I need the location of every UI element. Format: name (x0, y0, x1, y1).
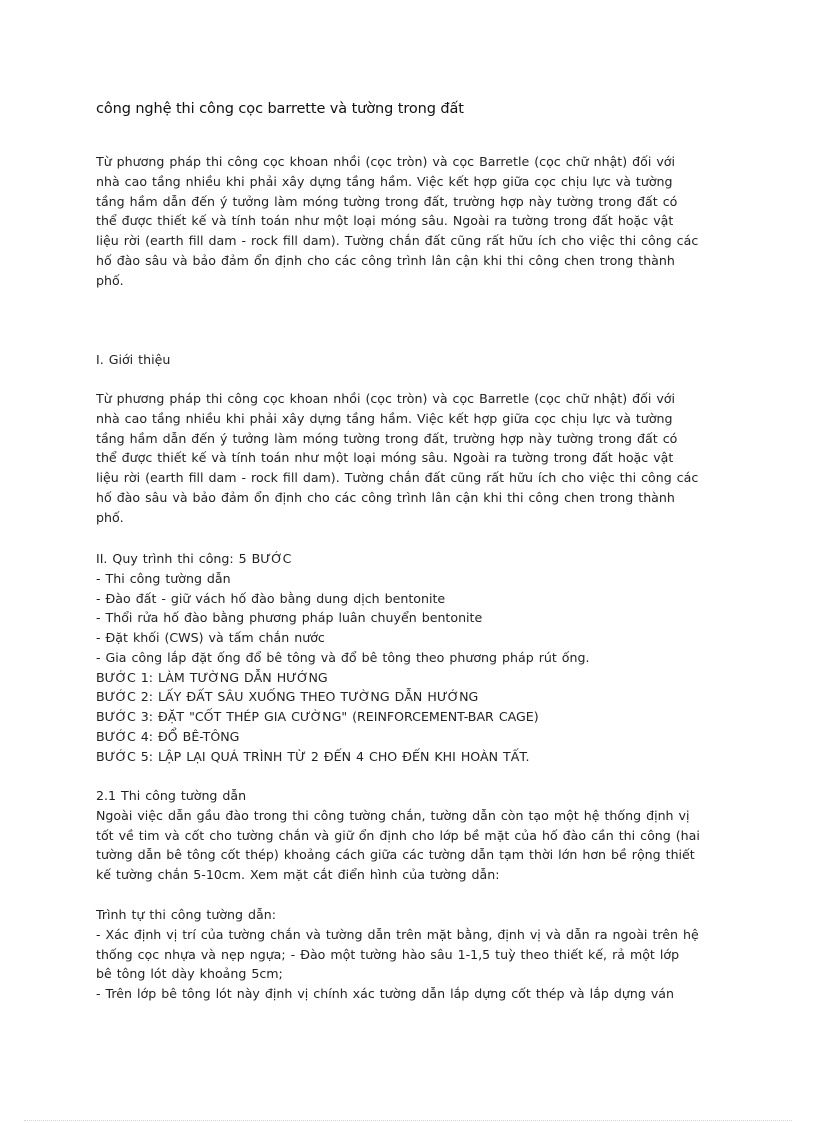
step-line: BƯỚC 1: LÀM TƯỜNG DẪN HƯỚNG (96, 669, 328, 685)
section-2-heading: II. Quy trình thi công: 5 BƯỚC (96, 551, 292, 566)
process-item: - Gia công lắp đặt ống đổ bê tông và đổ bê tông theo phương pháp rút ống. (96, 649, 590, 665)
section-2-1-line: kế tường chắn 5-10cm. Xem mặt cắt điển hình của tường dẫn: (96, 867, 500, 882)
process-item: - Đào đất - giữ vách hố đào bằng dung dịch bentonite (96, 590, 446, 606)
intro-line: thể được thiết kế và tính toán như một loại móng sâu. Ngoài ra tường trong đất hoặc vật (96, 213, 674, 229)
section-1-line: nhà cao tầng nhiều khi phải xây dựng tầng hầm. Việc kết hợp giữa cọc chịu lực và tường (96, 410, 673, 426)
process-item: - Đặt khối (CWS) và tấm chắn nước (96, 630, 325, 645)
step-line: BƯỚC 2: LẤY ĐẤT SÂU XUỐNG THEO TƯỜNG DẪN HƯỚNG (96, 689, 479, 705)
sequence-line: - Trên lớp bê tông lót này định vị chính xác tường dẫn lắp dựng cốt thép và lắp dựng ván (96, 986, 674, 1001)
intro-paragraph (96, 152, 728, 290)
section-2-1-block (96, 786, 728, 885)
section-1-line: tầng hầm dẫn đến ý tưởng làm móng tường trong đất, trường hợp này tường trong đất có (96, 430, 678, 446)
section-1-paragraph (96, 389, 728, 527)
section-2-1-line: Ngoài việc dẫn gầu đào trong thi công tường chắn, tường dẫn còn tạo một hệ thống định vị (96, 807, 690, 823)
intro-line: tầng hầm dẫn đến ý tưởng làm móng tường trong đất, trường hợp này tường trong đất có (96, 193, 678, 209)
step-line: BƯỚC 4: ĐỔ BÊ-TÔNG (96, 728, 240, 744)
section-1-line: Từ phương pháp thi công cọc khoan nhồi (cọc tròn) và cọc Barretle (cọc chữ nhật) đối với (96, 391, 675, 406)
section-2-1-heading: 2.1 Thi công tường dẫn (96, 788, 247, 803)
sequence-heading: Trình tự thi công tường dẫn: (96, 907, 276, 922)
section-2-block (96, 549, 728, 766)
intro-line: hố đào sâu và bảo đảm ổn định cho các công trình lân cận khi thi công chen trong thành (96, 252, 675, 268)
section-1-line: liệu rời (earth fill dam - rock fill dam). Tường chắn đất cũng rất hữu ích cho việc thi công các (96, 470, 699, 485)
process-item: - Thi công tường dẫn (96, 570, 231, 586)
section-1-heading-block (96, 350, 728, 370)
section-1-line: hố đào sâu và bảo đảm ổn định cho các công trình lân cận khi thi công chen trong thành (96, 489, 675, 505)
section-1-heading: I. Giới thiệu (96, 352, 171, 367)
sequence-line: thống cọc nhựa và nẹp ngựa; - Đào một tường hào sâu 1-1,5 tuỳ theo thiết kế, rả một lớp (96, 946, 680, 962)
section-1-line: thể được thiết kế và tính toán như một loại móng sâu. Ngoài ra tường trong đất hoặc vật (96, 450, 674, 466)
intro-line: Từ phương pháp thi công cọc khoan nhồi (cọc tròn) và cọc Barretle (cọc chữ nhật) đối với (96, 154, 675, 169)
page-bottom-divider (24, 1120, 792, 1121)
intro-line: nhà cao tầng nhiều khi phải xây dựng tầng hầm. Việc kết hợp giữa cọc chịu lực và tường (96, 173, 673, 189)
section-1-line: phố. (96, 509, 124, 525)
process-item: - Thổi rửa hố đào bằng phương pháp luân chuyển bentonite (96, 610, 483, 626)
intro-line: liệu rời (earth fill dam - rock fill dam). Tường chắn đất cũng rất hữu ích cho việc thi công các (96, 233, 699, 248)
step-line: BƯỚC 5: LẬP LẠI QUÁ TRÌNH TỪ 2 ĐẾN 4 CHO ĐẾN KHI HOÀN TẤT. (96, 748, 530, 764)
sequence-line: - Xác định vị trí của tường chắn và tường dẫn trên mặt bằng, định vị và dẫn ra ngoài trên hệ (96, 926, 699, 942)
section-2-1-line: tốt về tim và cốt cho tường chắn và giữ ổn định cho lớp bề mặt của hố đào cần thi công (hai (96, 827, 700, 843)
intro-line: phố. (96, 272, 124, 288)
document-title: công nghệ thi công cọc barrette và tường trong đất (96, 101, 464, 117)
sequence-line: bê tông lót dày khoảng 5cm; (96, 966, 283, 982)
step-line: BƯỚC 3: ĐẶT "CỐT THÉP GIA CƯỜNG" (REINFORCEMENT-BAR CAGE) (96, 709, 539, 724)
sequence-block (96, 905, 728, 1004)
section-2-1-line: tường dẫn bê tông cốt thép) khoảng cách giữa các tường dẫn tạm thời lớn hơn bề rộng thiết (96, 847, 695, 863)
